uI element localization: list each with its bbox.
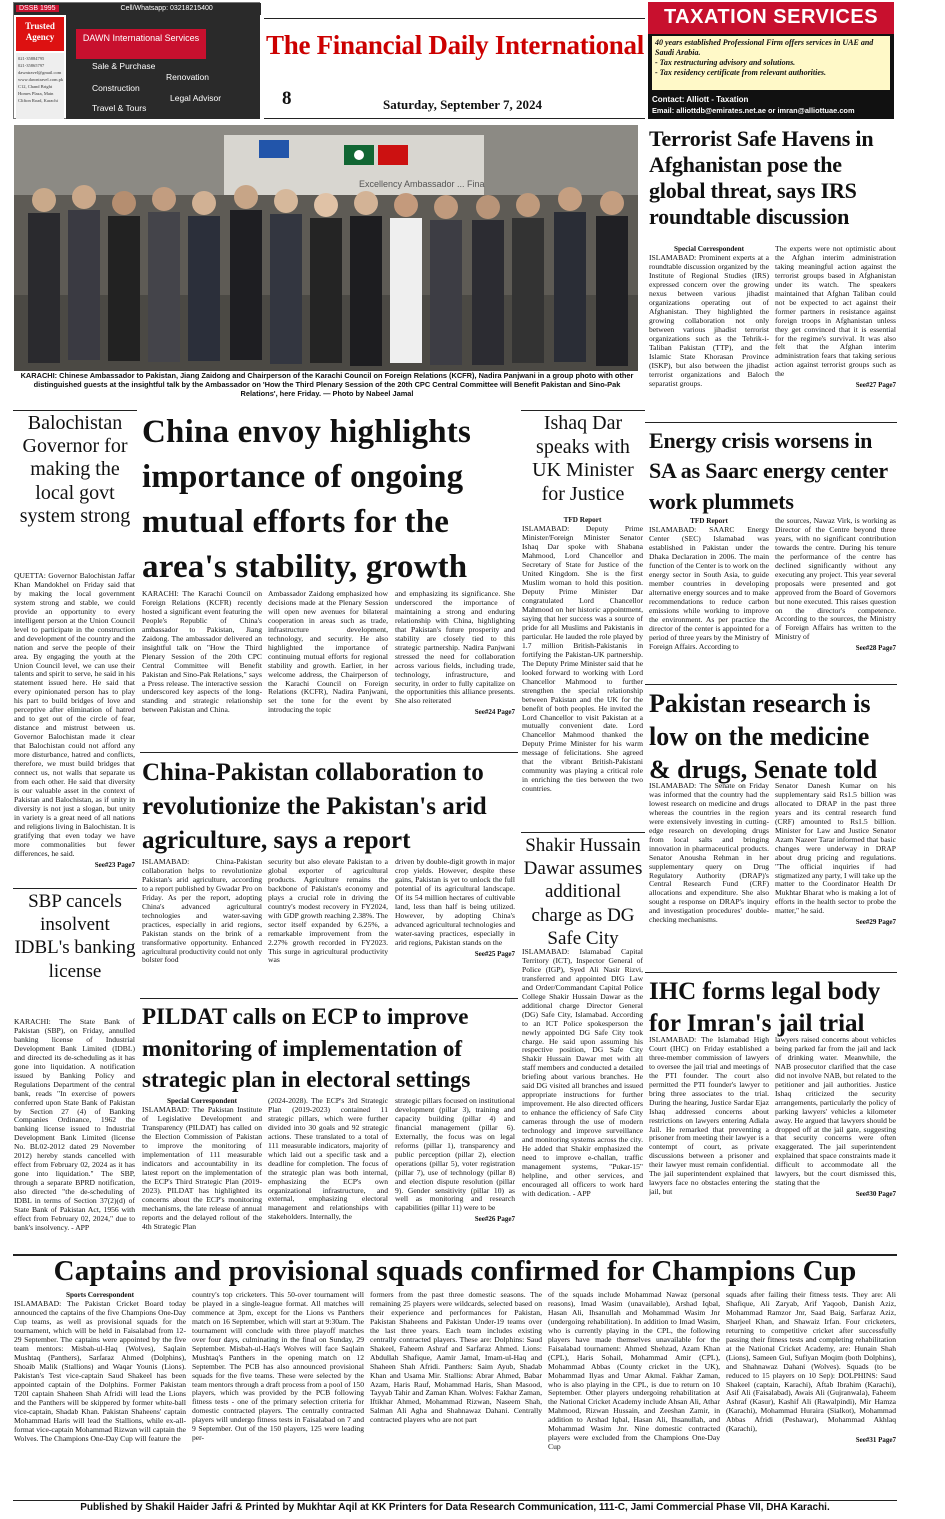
pildat-see-page[interactable]: See#26 Page7 [474, 1215, 515, 1224]
headline-energy: Energy crisis worsens in SA as Saarc energy center work plummets [649, 428, 888, 514]
ad-taxation-box [652, 36, 890, 90]
rule-china [140, 752, 518, 753]
balochistan-see-page[interactable]: See#23 Page7 [94, 860, 135, 869]
headline-ihc: IHC forms legal body for Imran's jail trial [649, 978, 881, 1037]
headline-shakir: Shakir Hussain Dawar assumes additional charge as DG Safe City [523, 835, 643, 949]
captains-col-2 [192, 1291, 364, 1499]
ishaq-text: ISLAMABAD: Deputy Prime Minister/Foreign Minister Senator Ishaq Dar spoke with Shabana Mahmood, Lord Chancellor and Secretary of State for Justice of the United Kingdom. She is the first Muslim woman to hold this position. Deputy Prime Minister Dar congratulated Lord Chancellor Mahmood on her historic appointment, saying that her success was a source of pride for all Muslims and Pakistanis in particular. He lauded the role played by 1.7 million British-Pakistanis in fortifying the Pakistan-UK partnership. The Deputy Prime Minister said that he looked forward to working with Lord Chancellor Mahmood to further strengthen the special relationship between Pakistan and the UK for the benefit of both peoples. He invited the Lord Chancellor to visit Pakistan at a mutually convenient date. Lord Chancellor Mahmood thanked the Deputy Prime Minister for his warm message of felicitations. She agreed that the vibrant British-Pakistani community was playing a critical role in enriching the ties between the two countries. [522, 524, 643, 794]
pildat-text-1: ISLAMABAD: The Pakistan Institute of Legislative Development and Transparency (PILDAT) has called on the Election Commission of Pakistan to improve the monitoring of implementation of 111 measurable indicators and accountability in its latest report on the implementation of the ECP's Third Strategic Plan (2019-2023). PILDAT has highlighted its concerns about the ECP's monitoring mechanisms, the late release of annual reports and the delayed rollout of the 4th Strategic Plan [142, 1105, 262, 1231]
agri-text-1: ISLAMABAD: China-Pakistan collaboration helps to revolutionize Pakistan's arid agriculture, according to a report published by Gwadar Pro on Friday. As per the report, adopting China's advanced agricultural technologies and water-saving practices, especially in arid regions, Pakistan stands on the brink of a transformative opportunity. Enhanced agricultural productivity could not only bolster food [142, 858, 262, 965]
agri-col-2 [268, 858, 388, 996]
rule-ishaq-bottom [521, 832, 645, 833]
captains-col-3 [370, 1291, 542, 1499]
paper-title: The Financial Daily International [266, 30, 644, 60]
captains-text-1: ISLAMABAD: The Pakistan Cricket Board today announced the captains of the five Champions One-Day Cup teams, as well as provisional squads for the tournament, which will be held in Faisalabad from 12-29 September. The captains were appointed by the five team mentors: Misbah-ul-Haq (Wolves), Saqlain Mushtaq (Panthers), Sarfaraz Ahmed (Dolphins), Shoaib Malik (Stallions) and Waqar Younis (Lions). Pakistan's Test vice-captain Saud Shakeel has been appointed captain of the Dolphins. Former Pakistan T20I captain Shaheen Shah Afridi will lead the Lions and the Panthers will be skippered by former white-ball vice-captain, Shadab Khan. Pakistan Shaheens' captain Mohammad Haris will lead the Stallions, while ex-all-format vice-captain Mohammad Rizwan will captain the Wolves. The Champions One-Day Cup will feature the [14, 1299, 186, 1443]
pildat-byline: Special Correspondent [167, 1097, 237, 1105]
ad-taxation-services[interactable] [648, 2, 894, 119]
energy-col-2 [775, 517, 896, 681]
ihc-col-2 [775, 1036, 896, 1250]
sbp-text: KARACHI: The State Bank of Pakistan (SBP), on Friday, annulled banking license of Industrial Development Bank Limited (IDBL) and directed its de-scheduling as it has gone into liquidation. A notification issued by Banking Policy and Regulations Department of the central bank, reads "In exercise of powers conferred upon State Bank of Pakistan by Section 27 (4) of Banking Companies Ordinance, 1962 the banking license issued to Industrial Development Bank Limited (license No. BL02-2012 dated 29 November 2012) hereby stands cancelled with effect from February 02, 2024 as it has gone into liquidation." The SBP, through a separate BPRD notification, also directed "the de-scheduling of IDBL in terms of Section 37(2)(d) of State Bank of Pakistan Act, 1956 with effect from February 02, 2024," due to bank's insolvency. - APP [14, 1018, 135, 1232]
agri-col-3 [395, 858, 515, 996]
energy-text-2: the sources, Nawaz Virk, is working as Director of the Centre beyond three years, with no significant contribution towards the centre. During his tenure the performance of the centre has declined significantly without any executing any project. This year several proposals were presented and got approved from the Board of Governors but none executed. This raises question on the director's competence. According to the sources, the Ministry of Foreign Affairs has written to the Ministry of [775, 517, 896, 642]
captains-col-1 [14, 1291, 186, 1499]
pildat-text-2: (2024-2028). The ECP's 3rd Strategic Plan (2019-2023) contained 11 strategic pillars, which were further divided into 30 goals and 92 strategic actions. These translated to a total of 111 measurable indicators, majority of which laid out a specific task and a deadline for completion. The focus of the strategic plan was both internal, emphasizing the ECP's own organizational infrastructure, and external, emphasizing electoral management and relationships with stakeholders. Internally, the [268, 1097, 388, 1222]
banner-text: Excellency Ambassador ... Fina [359, 179, 485, 189]
ad-tax-contact-2: Email: alliottdb@emirates.net.ae or imran@alliottuae.com [652, 106, 855, 115]
ad-service-1: Sale & Purchase [92, 61, 156, 71]
rule-baloch-top [13, 410, 137, 411]
china-text-2: Ambassador Zaidong emphasized how decisions made at the Plenary Session will open new avenues for bilateral cooperation in areas such as trade, infrastructure development, technology, and security. He also highlighted the importance of continuing mutual efforts for regional stability and growth. Earlier, in her welcome address, the Chairperson of the Karachi Council on Foreign Relations (KCFR), Nadira Panjwani, set the tone for the event by introducing the topic [268, 590, 388, 715]
ihc-col-1 [649, 1036, 769, 1250]
ad-phone: Cell/Whatsapp: 03218215400 [120, 5, 213, 12]
shakir-body [522, 948, 643, 1250]
terror-col-2 [775, 245, 896, 420]
agri-see-page[interactable]: See#25 Page7 [474, 949, 515, 958]
sbp-body [14, 1018, 135, 1250]
ad-company-name: DAWN International Services [76, 29, 206, 59]
china-see-page[interactable]: See#24 Page7 [474, 708, 515, 717]
ad-phone-bar [14, 3, 261, 15]
china-col-1 [142, 590, 262, 748]
headline-pildat: PILDAT calls on ECP to improve monitoring of implementation of strategic plan in electoral settings [142, 1004, 471, 1093]
energy-byline: TFD Report [690, 517, 728, 525]
masthead-rule [264, 18, 645, 19]
captains-byline: Sports Correspondent [66, 1291, 134, 1299]
issue-date: Saturday, September 7, 2024 [383, 97, 543, 112]
headline-pak-research: Pakistan research is low on the medicine & drugs, Senate told [649, 689, 878, 784]
ad-dark-panel [66, 15, 260, 119]
rule-agri [140, 998, 518, 999]
rule-energy [645, 684, 897, 685]
energy-col-1 [649, 517, 769, 681]
ad-tax-line-2: - Tax restructuring advisory and solutions. [655, 58, 796, 67]
balochistan-body [14, 572, 135, 888]
china-col-2 [268, 590, 388, 748]
masthead-rule-bottom [264, 118, 645, 119]
group-photo [14, 125, 638, 371]
captains-col-5 [726, 1291, 896, 1499]
shakir-text: ISLAMABAD: Islamabad Capital Territory (ICT), Inspector General of Police (IGP), Syed Ali Nasir Rizvi, transferred and appointed DIG Law and Order/Commandant Capital Police College Shakir Hussain Dawar as the additional charge Director General (DG) Safe City, Islamabad. According to an ICT Police spokesperson the newly appointed DG Safe City took charge. He said upon assuming his respective position, DG Safe City Shakir Hussain Dawar met with all staff members and conducted a detailed briefing about various branches. He said DG visited all branches and issued appropriate instructions for further improvement. He also directed officers to enhance the efficiency of Safe City cameras through the use of modern technology and improve surveillance and monitoring systems across the city. He added that Shakir emphasized the need to improve e-challan, traffic management systems, "Pukar-15" helpline, and other services, and encouraged all officers to work hard with dedication. - APP [522, 948, 643, 1198]
ishaq-byline: TFD Report [563, 516, 602, 524]
ad-badge: DSSB 1995 [16, 5, 59, 12]
ad-tax-contact [652, 94, 892, 116]
ad-service-5: Travel & Tours [92, 103, 147, 113]
terror-byline: Special Correspondent [674, 245, 744, 253]
ad-contact-1: 021-35884795 [18, 56, 45, 61]
captains-text-5: squads after failing their fitness tests. They are: Ali Shafique, Ali Zaryab, Arif Yaqoob, Danish Aziz, Mohammad Ramzor Jnr, Saad Baig, Sarfaraz Aziz, Sharjeel Khan, and Shawaiz Irfan. Four cricketers, returning to competitive cricket after successfully passing their fitness tests and completing rehabilitation at the National Cricket Academy, are: Hunain Shah (Lions), Sameen Gul, Sufiyan Moqim (both Dolphins), and Shahnawaz Dahani (Wolves). Squads (to be reduced to 15 players on 10 Sep): DOLPHINS: Saud Shakeel (captain, Karachi), Aftab Ibrahim (Karachi), Asif Ali (Faisalabad), Awais Ali (Gujranwala), Faheem Ashraf (Kasur), Kashif Ali (Rawalpindi), Mir Hamza (Karachi), Mohammad Huraira (Sialkot), Mohammad Abbas Afridi (Peshawar), Mohammad Akhlaq (Karachi), [726, 1291, 896, 1434]
ad-taxation-title: TAXATION SERVICES [648, 2, 894, 34]
ad-contact-5: C12, Chand Bright Homes Plaza, Main Clifton Road, Karachi [18, 84, 58, 103]
pakresearch-text-2: Senator Danesh Kumar on his supplementary said Rs1.5 billion was allocated to DRAP in the past three years and its central research fund (CRF) amounted to Rs1.5 billion. Minister for Law and Justice Senator Azam Nazeer Tarar informed that basic changes were underway in DRAP about drug pricing and regulations. "The official inquiries if had stigmatized any party, I will take up the matter to the Coordinator Health Dr Mukhtar Bharat who is making a lot of efforts in the health sector to probe the matter," he said. [775, 782, 896, 916]
headline-sbp: SBP cancels insolvent IDBL's banking license [14, 891, 136, 982]
trusted-agency-logo: Trusted Agency [16, 17, 64, 51]
pildat-col-2 [268, 1097, 388, 1251]
captains-text-3: formers from the past three domestic seasons. The remaining 25 players were wildcards, selected based on their experience and performances for Pakistan, Pakistan Shaheens and Pakistan Under-19 teams over the last three years. Each team includes existing centrally contracted players. These are: Dolphins: Saud Shakeel, Faheem Ashraf and Sarfaraz Ahmed. Lions: Abdullah Shafique, Aamir Jamal, Imam-ul-Haq and Shaheen Shah Afridi. Panthers: Saim Ayub, Shadab Khan and Usama Mir. Stallions: Abrar Ahmed, Babar Azam, Haris Rauf, Mohammad Haris, Shan Masood, Tayyab Tahir and Zaman Khan. Wolves: Fakhar Zaman, Iftikhar Ahmed, Mohammad Rizwan, Naseem Shah, Salman Ali Agha and Shahnawaz Dahani. Centrally contracted players who are not part [370, 1291, 542, 1425]
pildat-col-1 [142, 1097, 262, 1251]
ad-contacts [16, 53, 64, 119]
headline-terror: Terrorist Safe Havens in Afghanistan pose the global threat, says IRS roundtable discussion [649, 126, 874, 229]
agri-col-1 [142, 858, 262, 996]
ishaq-body [522, 516, 643, 830]
rule-footer [13, 1500, 897, 1501]
terror-text-1: ISLAMABAD: Prominent experts at a roundtable discussion organized by the Institute of Regional Studies (IRS) expressed concern over the growing nexus between various jihadist organizations operating out of Afghanistan. They highlighted the growing collaboration not only between various jihadist terrorist organizations such as the Tehrik-i-Taliban Pakistan (TTP), and the Islamic State Khorasan Province (ISKP), but also between the jihadist terrorist organizations and Baloch separatist groups. [649, 253, 769, 388]
ad-service-4: Legal Advisor [170, 93, 222, 103]
page-number: 8 [282, 88, 292, 109]
headline-ishaq-dar: Ishaq Dar speaks with UK Minister for Justice [532, 412, 634, 505]
ihc-text-2: lawyers raised concerns about vehicles being parked far from the jail and lack of drinking water. Meanwhile, the NAB prosecutor clarified that the case did not involve NAB, but related to the petitioner and jail authorities. Justice Ishaq criticized the security arrangements, particularly the policy of parking lawyers' vehicles a kilometer away. He argued that lawyers should be dropped off at the jail gate, suggesting that security concerns were often exaggerated. The jail superintendent explained that space constraints made it difficult to accommodate all the lawyers, but the court dismissed this, stating that the [775, 1036, 896, 1188]
captains-col-4 [548, 1291, 720, 1499]
agri-text-2: security but also elevate Pakistan to a global exporter of agricultural products. Agriculture remains the backbone of Pakistan's economy and plays a crucial role in driving the country's modest recovery in FY2024, with GDP growth reaching 2.38%. The sector itself expanded by 6.25%, a remarkable improvement from the 2.27% growth recorded in FY2023. This surge in agricultural productivity was [268, 858, 388, 965]
ad-tax-line-3: - Tax residency certificate from relevant authorities. [655, 68, 827, 77]
rule-pak-research [645, 972, 897, 973]
ad-contact-2: 021-35865797 [18, 63, 45, 68]
pakresearch-col-2 [775, 782, 896, 970]
ad-tax-line-1: 40 years established Professional Firm offers services in UAE and Saudi Arabia. [655, 38, 874, 57]
rule-baloch-bottom [13, 888, 137, 889]
captains-text-4: of the squads include Mohammad Nawaz (personal reasons), Imad Wasim (unavailable), Arshad Iqbal, Hasan Ali, Ihsanullah and Mohammad Wasim Jnr (undergoing rehabilitation). In addition to Imad Wasim, who is currently playing in the CPL, the following players have made themselves unavailable for the Faisalabad tournament: Ahmed Shehzad, Azam Khan (CPL), Haris Sohail, Mohammad Amir (CPL), Mohammad Abbas (County cricket in the UK), Mohammad Ilyas and Umar Akmal. Fakhar Zaman, who is also playing in the CPL, is due to return on 10 September. Other players undergoing rehabilitation at the National Cricket Academy include Ahsan Ali, Athar Mahmood, Rizwan Hussain, and Zeeshan Zamir, in addition to Arshad Iqbal, Hasan Ali, Ihsanullah, and Mohammad Wasim Jnr. Nine domestic contracted players were excluded from the Champions One-Day Cup [548, 1291, 720, 1452]
headline-agriculture: China-Pakistan collaboration to revolutionize the Pakistan's arid agriculture, says a report [142, 759, 487, 854]
balochistan-text: QUETTA: Governor Balochistan Jaffar Khan Mandokhel on Friday said that by making the local government system strong and stable, we could provide an opportunity to every intelligent person at the Union Council level to participate in the construction and development of the country and the nation and serve the people of their area. By engaging the youth at the Union Council level, we can use their talents and spirit to serve, he said in his statement issued here. He said that every opinionated person has to play his part to build bridges of love and perceptive after elimination of hatred and to get out of the circle of fear, distance and mistrust between us. Governor Balochistan made it clear that Balochistan could not afford any more disturbance, hatred and conflicts, therefore, we must build bridges that connect us, not walls that separate us from each other. He said that diversity is our valuable asset in the context of Pakistan and Balochistan, as if unity in diversity is not just a slogan, but unity in variety is a great need of all nations and religions living in Balochistan. It is gratifying that even today we have more commonalities but fewer differences, he said. [14, 572, 135, 858]
terror-col-1 [649, 245, 769, 420]
ad-service-2: Renovation [166, 72, 210, 82]
ad-dawn-international[interactable] [13, 2, 260, 119]
pildat-col-3 [395, 1097, 515, 1251]
agri-text-3: driven by double-digit growth in major crop yields. However, despite these gains, Pakistan is yet to unlock the full potential of its agricultural landscape. Of its 54 million hectares of cultivable land, less than half is being utilized. However, by adopting China's advanced agricultural technologies and water-saving practices, especially in arid regions, Pakistan stands on the [395, 858, 515, 947]
china-text-1: KARACHI: The Karachi Council on Foreign Relations (KCFR) recently hosted a significant event featuring the People's Republic of China's ambassador to Pakistan, Jiang Zaidong. The ambassador delivered an insightful talk on "How the Third Plenary Session of the 20th CPC Central Committee will Benefit Pakistan and Sino-Pak Relations," says a Press release. The interactive session underscored key aspects of the long-standing and strategic relationship between Pakistan and China. [142, 590, 262, 715]
terror-text-2: The experts were not optimistic about the Afghan interim administration taking meaningful action against the terrorist groups based in Afghanistan under its watch. The speakers maintained that Afghan Taliban could not be expected to act against their former partners in resistance against foreign troops in Afghanistan unless they get convinced that it is essential for the regime's survival. It was also felt that the Afghan interim administration fears that taking serious action against terrorist groups such as the [775, 245, 896, 379]
ad-tax-contact-1: Contact: Alliott - Taxation [652, 95, 749, 104]
pildat-text-3: strategic pillars focused on institutional development (pillar 3), training and capacity building (pillar 4) and financial management (pillar 6). Externally, the focus was on legal reforms (pillar 1), transparency and public perception (pillar 2), election operations (pillar 5), voter registration (pillar 7), use of technology (pillar 8) and election dispute resolution (pillar 9). Gender sensitivity (pillar 10) as well as monitoring and research capabilities (pillar 11) were to be [395, 1097, 515, 1213]
pakresearch-see-page[interactable]: See#29 Page7 [855, 918, 896, 927]
energy-text-1: ISLAMABAD: SAARC Energy Center (SEC) Islamabad was established in Pakistan under the Dhaka Declaration in 2006. The main function of the Center is to work on the energy sector in South Asia, to guide member countries in developing alternative energy sources and to make recommendations to reduce carbon emissions while working to improve the environment. As per practice the director of the center is appointed for a period of three years by the Ministry of Foreign Affairs. According to [649, 525, 769, 651]
captains-text-2: country's top cricketers. This 50-over tournament will be played in a single-league format. All matches will commence at 3pm, except for the Lions vs Panthers match on 16 September, which will start at 9:30am. The tournament will conclude with three playoff matches over four days, culminating in the final on Sunday, 29 September. Misbah-ul-Haq's Wolves will face Saqlain Mushtaq's Panthers in the opening match on 12 September. The PCB has also announced provisional squads for the five teams. These were selected by the team mentors through a draft process from a pool of 150 players, which was provided by the PCB following fitness tests - one of the primary selection criteria for domestic contracted players. The centrally contracted players will undergo fitness tests in Faisalabad on 7 and 9 September. Out of the 150 players, 125 were leading per- [192, 1291, 364, 1443]
headline-captains: Captains and provisional squads confirmed for Champions Cup [53, 1255, 857, 1287]
pakresearch-text-1: ISLAMABAD: The Senate on Friday was informed that the country had the lowest research on medicine and drugs whereas the countries in the region were extensively investing in cutting-edge research on developing drugs from local salts and bringing innovation in pharmaceutical products. Senator Anousha Rehman in her supplementary query on Drug Regulatory Authority (DRAP)'s Central Research Fund (CRF) allocations and expenditure. She also sought a response on DRAP's inquiry and investigation procedures' double-checking mechanisms. [649, 782, 769, 925]
china-col-3 [395, 590, 515, 748]
terror-see-page[interactable]: See#27 Page7 [855, 381, 896, 390]
rule-terror [645, 422, 897, 423]
pakresearch-col-1 [649, 782, 769, 970]
group-photo-illustration [14, 125, 638, 371]
ihc-text-1: ISLAMABAD: The Islamabad High Court (IHC) on Friday established a three-member commission of lawyers to oversee the jail trial and meetings of the PTI founder. The court also permitted the PTI founder's lawyer to bring three associates to the trial. During the hearing, Justice Sardar Ejaz Ishaq addressed concerns about restrictions on lawyers entering Adiala Jail. He remarked that preventing a prisoner from meeting their lawyer is a contempt of court, as private discussions between a prisoner and their lawyer must remain confidential. The jail superintendent explained that lawyers face no obstacles entering the jail, but [649, 1036, 769, 1197]
headline-balochistan: Balochistan Governor for making the local govt system strong [19, 412, 131, 527]
captains-see-page[interactable]: See#31 Page7 [855, 1436, 896, 1445]
rule-ishaq-top [521, 410, 645, 411]
ihc-see-page[interactable]: See#30 Page7 [855, 1190, 896, 1199]
photo-caption: KARACHI: Chinese Ambassador to Pakistan, Jiang Zaidong and Chairperson of the Karachi Council on Foreign Relations (KCFR), Nadira Panjwani in a group photo with other distinguished guests at the insightful talk by the Ambassador on 'How the Third Plenary Session of the 20th CPC Central Committee will Benefit Pakistan and Sino-Pak Relations', here Friday. — Photo by Nabeel Jamal [20, 371, 634, 398]
china-text-3: and emphasizing its significance. She underscored the importance of maintaining a strong and enduring relationship with China, highlighting that Pakistan's future prosperity and stability are closely tied to this strategic partnership. Nadira Panjwani stressed the need for collaboration across various fields, including trade, technology, infrastructure, and security, in order to fully capitalize on the opportunities this alliance presents. She also reiterated [395, 590, 515, 706]
footer-imprint: Published by Shakil Haider Jafri & Printed by Mukhtar Aqil at KK Printers for Data Research Communication, 111-C, Jami Commercial Phase VII, DHA Karachi. [80, 1502, 830, 1513]
ad-contact-3: dawntravel@gmail.com [18, 70, 62, 75]
headline-china-envoy: China envoy highlights importance of ongoing mutual efforts for the area's stability, growth [142, 414, 472, 585]
energy-see-page[interactable]: See#28 Page7 [855, 644, 896, 653]
ad-service-3: Construction [92, 83, 140, 93]
ad-contact-4: www.dawntravel.com.pk [18, 77, 64, 82]
